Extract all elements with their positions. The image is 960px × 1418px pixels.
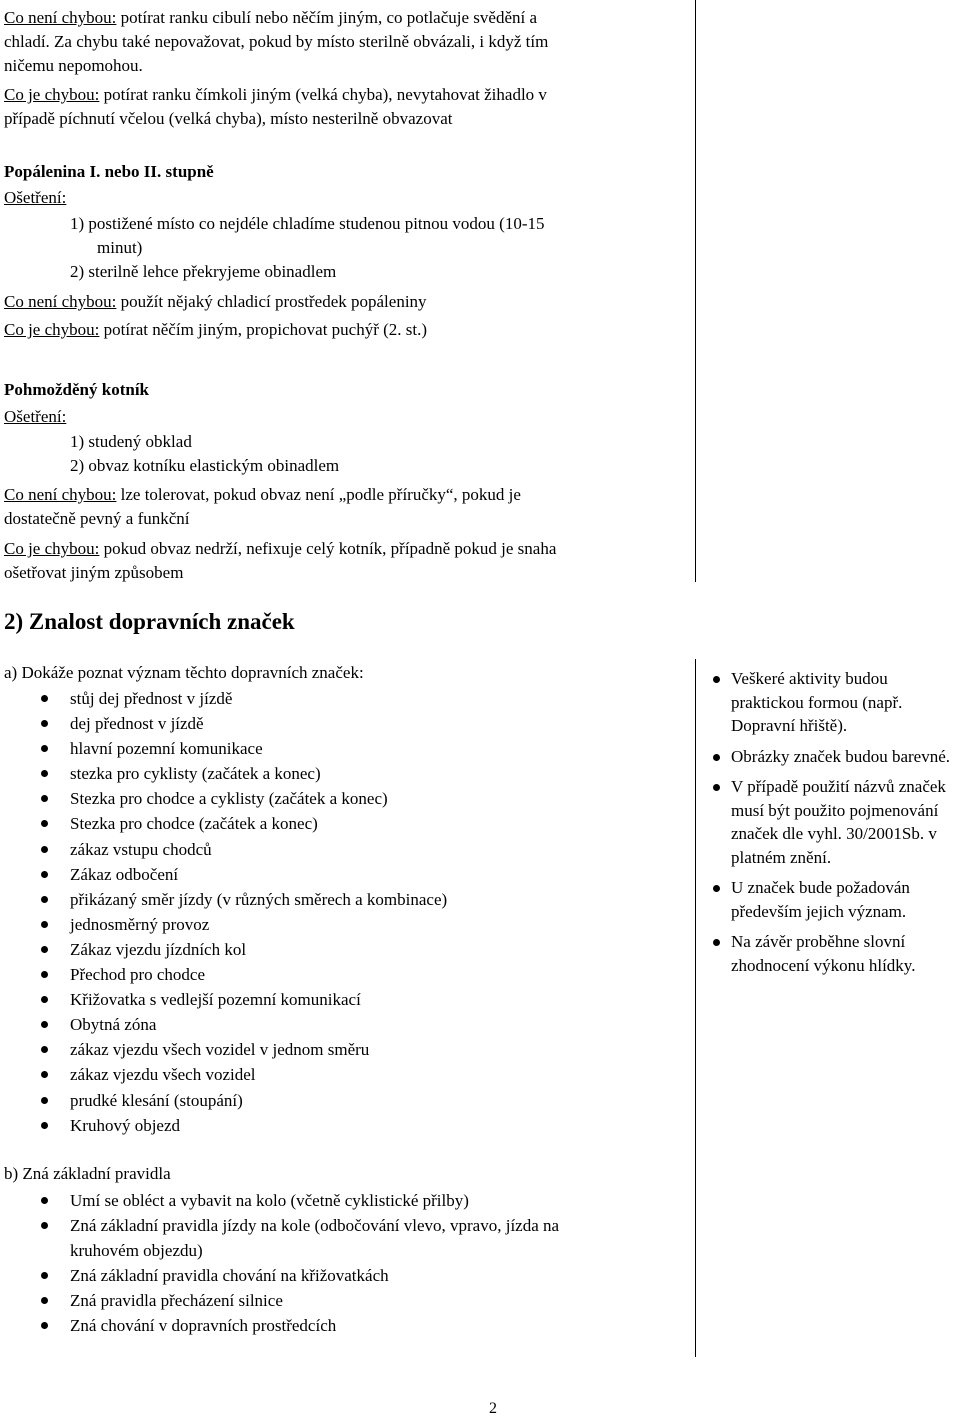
- sidebar-notes: [708, 667, 960, 984]
- err-text: potírat ranku čímkoli jiným (velká chyba), nevytahovat žihadlo v: [99, 85, 547, 104]
- list-item: Zná základní pravidla chování na křižovatkách: [4, 1263, 559, 1288]
- list-item: jednosměrný provoz: [4, 912, 447, 937]
- rules-intro: b) Zná základní pravidla: [4, 1164, 171, 1183]
- list-item-continuation: kruhovém objezdu): [70, 1241, 203, 1261]
- list-item: zákaz vstupu chodců: [4, 837, 447, 862]
- ok-label: Co není chybou:: [4, 8, 117, 27]
- list-item: Přechod pro chodce: [4, 962, 447, 987]
- list-item: Zná základní pravidla jízdy na kole (odbočování vlevo, vpravo, jízda na: [4, 1213, 559, 1238]
- list-item: Zná pravidla přecházení silnice: [4, 1288, 559, 1313]
- list-item: Zákaz vjezdu jízdních kol: [4, 937, 447, 962]
- err-text: potírat něčím jiným, propichovat puchýř (2. st.): [99, 320, 428, 339]
- list-item: Obytná zóna: [4, 1012, 447, 1037]
- sidebar-note: Na závěr proběhne slovní zhodnocení výkonu hlídky.: [708, 930, 960, 977]
- ankle-err-line2: ošetřovat jiným způsobem: [4, 563, 184, 582]
- insect-ok-line2: chladí. Za chybu také nepovažovat, pokud by místo sterilně obvázali, i když tím: [4, 32, 549, 51]
- insect-ok-line3: ničemu nepomohou.: [4, 56, 143, 75]
- signs-list: [4, 686, 447, 1138]
- sidebar-note: V případě použití názvů značek musí být použito pojmenování značek dle vyhl. 30/2001Sb. v platném znění.: [708, 775, 960, 869]
- sidebar-note: Veškeré aktivity budou praktickou formou (např. Dopravní hřiště).: [708, 667, 960, 738]
- ankle-treat-label: Ošetření:: [4, 407, 67, 426]
- list-item: Umí se obléct a vybavit na kolo (včetně cyklistické přilby): [4, 1188, 559, 1213]
- burn-treat-label: Ošetření:: [4, 188, 67, 207]
- list-item: Zná chování v dopravních prostředcích: [4, 1313, 559, 1338]
- insect-ok-line: [4, 6, 537, 30]
- list-item: zákaz vjezdu všech vozidel: [4, 1062, 447, 1087]
- err-label: Co je chybou:: [4, 85, 100, 104]
- list-item: Stezka pro chodce (začátek a konec): [4, 811, 447, 836]
- sidebar-note: U značek bude požadován především jejich význam.: [708, 876, 960, 923]
- ankle-ok-line: [4, 483, 521, 507]
- err-text: pokud obvaz nedrží, nefixuje celý kotník, případně pokud je snaha: [99, 539, 557, 558]
- ankle-ok-line2: dostatečně pevný a funkční: [4, 509, 190, 528]
- list-item: Stezka pro chodce a cyklisty (začátek a konec): [4, 786, 447, 811]
- list-item: Křižovatka s vedlejší pozemní komunikací: [4, 987, 447, 1012]
- insect-err-line: [4, 83, 547, 107]
- ok-text: použít nějaký chladicí prostředek popáleniny: [116, 292, 427, 311]
- page-number: 2: [489, 1400, 497, 1417]
- list-item: stezka pro cyklisty (začátek a konec): [4, 761, 447, 786]
- list-item: zákaz vjezdu všech vozidel v jednom směru: [4, 1037, 447, 1062]
- ankle-step-1: 1) studený obklad: [70, 432, 192, 451]
- err-label: Co je chybou:: [4, 320, 100, 339]
- column-divider-bottom: [695, 659, 696, 1357]
- column-divider-top: [695, 0, 696, 582]
- insect-err-line2: případě píchnutí včelou (velká chyba), místo nesterilně obvazovat: [4, 109, 453, 128]
- ok-label: Co není chybou:: [4, 485, 117, 504]
- burn-step-1: 1) postižené místo co nejdéle chladíme studenou pitnou vodou (10-15: [70, 214, 545, 233]
- sidebar-note: Obrázky značek budou barevné.: [708, 745, 960, 769]
- list-item: stůj dej přednost v jízdě: [4, 686, 447, 711]
- ankle-title: Pohmožděný kotník: [4, 380, 149, 399]
- section2-heading: 2) Znalost dopravních značek: [4, 609, 295, 634]
- ok-text: potírat ranku cibulí nebo něčím jiným, co potlačuje svědění a: [116, 8, 538, 27]
- list-item: přikázaný směr jízdy (v různých směrech a kombinace): [4, 887, 447, 912]
- burn-step-1-cont: minut): [97, 238, 143, 257]
- signs-intro: a) Dokáže poznat význam těchto dopravních značek:: [4, 663, 364, 682]
- list-item: dej přednost v jízdě: [4, 711, 447, 736]
- list-item: hlavní pozemní komunikace: [4, 736, 447, 761]
- ok-label: Co není chybou:: [4, 292, 117, 311]
- list-item: prudké klesání (stoupání): [4, 1088, 447, 1113]
- rules-list: [4, 1188, 559, 1339]
- ok-text: lze tolerovat, pokud obvaz není „podle příručky“, pokud je: [116, 485, 521, 504]
- err-label: Co je chybou:: [4, 539, 100, 558]
- burn-ok-line: [4, 290, 427, 314]
- burn-err-line: [4, 318, 427, 342]
- list-item: Zákaz odbočení: [4, 862, 447, 887]
- ankle-step-2: 2) obvaz kotníku elastickým obinadlem: [70, 456, 340, 475]
- burn-step-2: 2) sterilně lehce překryjeme obinadlem: [70, 262, 337, 281]
- list-item: Kruhový objezd: [4, 1113, 447, 1138]
- ankle-err-line: [4, 537, 556, 561]
- burn-title: Popálenina I. nebo II. stupně: [4, 162, 214, 181]
